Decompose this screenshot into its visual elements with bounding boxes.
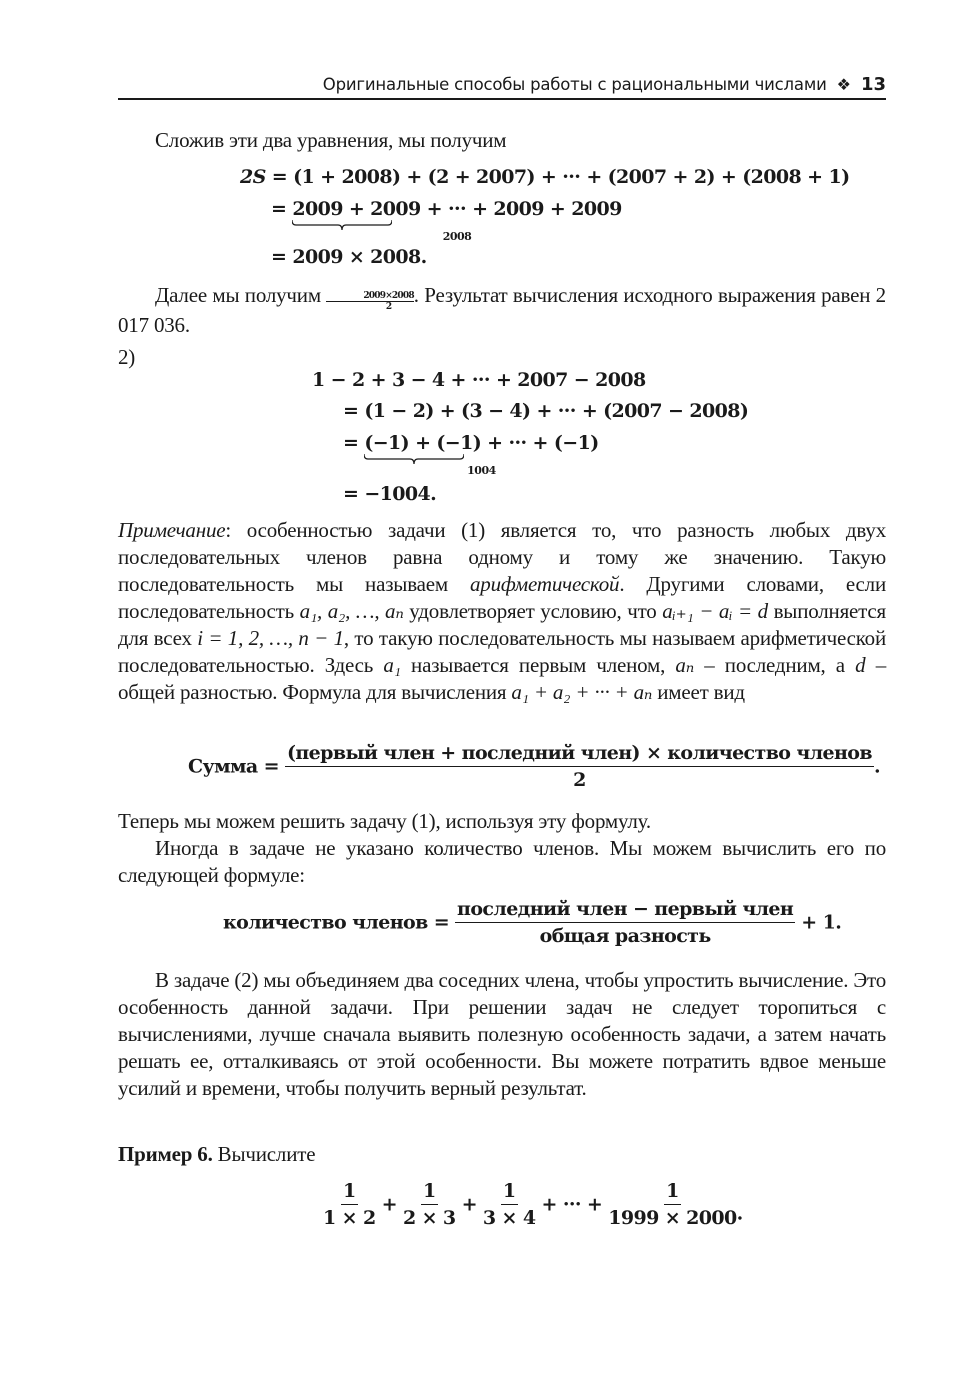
fraction-numerator: 1 [664, 1180, 681, 1205]
equation-line-2 [271, 198, 622, 243]
difference-expr: d [855, 653, 866, 677]
fraction-term [403, 1180, 456, 1229]
last-term-expr: aₙ [675, 653, 695, 677]
brace-count-label: 1004 [467, 464, 496, 477]
formula-lhs: количество членов = [223, 911, 450, 934]
paragraph-count-intro: Иногда в задаче не указано количество членов. Мы можем вычислить его по следующей формуле: [118, 836, 886, 887]
example-label: Пример 6. [118, 1142, 213, 1166]
sequence-expr: a₁, a₂, …, aₙ [299, 599, 404, 623]
formula-fraction [455, 898, 795, 947]
fraction-numerator: последний член − первый член [455, 898, 795, 923]
brace-count-label: 2008 [442, 230, 472, 243]
braced-expression: 2009 + 2009 + ··· + 2009 + 2009 [292, 198, 622, 220]
note-label: Примечание [118, 518, 226, 542]
plus-sign: + [461, 1193, 477, 1216]
note-paragraph [118, 517, 886, 706]
note-text: называется первым членом, [400, 653, 676, 677]
underbrace-icon [364, 454, 464, 464]
running-header [118, 70, 886, 100]
formula-fraction [285, 742, 874, 791]
running-title: Оригинальные способы работы с рациональными числами [322, 74, 827, 94]
underbrace-group [292, 198, 622, 243]
equation-rhs: = (1 + 2008) + (2 + 2007) + ··· + (2007 + 2) + (2008 + 1) [271, 166, 850, 188]
example-text: Вычислите [212, 1142, 316, 1166]
result-text-post: . Результат вычисления исходного выражения равен 2 017 036. [118, 283, 886, 337]
paragraph-after-sum: Теперь мы можем решить задачу (1), используя эту формулу. [118, 809, 651, 833]
plus-sign: + [381, 1193, 397, 1216]
formula-tail: + 1. [801, 911, 842, 934]
equation-lhs: 2S [240, 166, 266, 188]
note-text: – последним, а [694, 653, 856, 677]
first-term-expr: a₁ [383, 653, 401, 677]
fraction-denominator: 2 [385, 302, 392, 312]
equation2-line-2: = (1 − 2) + (3 − 4) + ··· + (2007 − 2008) [343, 400, 749, 422]
braced-expression: (−1) + (−1) + ··· + (−1) [364, 432, 599, 454]
condition-expr: aᵢ₊₁ − aᵢ = d [662, 599, 768, 623]
fraction-numerator: 1 [501, 1180, 518, 1205]
note-text: . Другими словами, если последовательность [118, 572, 886, 623]
note-text: – общей разностью. Формула для вычисления [118, 653, 887, 704]
equation-line-1 [240, 166, 849, 188]
equation-line-3: = 2009 × 2008. [271, 246, 427, 268]
note-text: выполняется для всех [118, 599, 886, 650]
note-term: арифметической [470, 572, 620, 596]
formula-lhs: Сумма = [188, 755, 279, 778]
fraction-term [323, 1180, 376, 1229]
example-heading [118, 1141, 886, 1168]
fraction-numerator: 1 [341, 1180, 358, 1205]
formula-tail: . [873, 755, 880, 778]
equation2-line-1: 1 − 2 + 3 − 4 + ··· + 2007 − 2008 [312, 369, 646, 391]
formula-tail: . [736, 1202, 743, 1225]
fraction-numerator: (первый член + последний член) × количество членов [285, 742, 874, 767]
note-text: имеет вид [652, 680, 745, 704]
note-text: : особенностью задачи (1) является то, что разность любых двух последовательных членов равна одному и тому же значению. Такую последовательность мы называем [118, 518, 886, 596]
fraction-term [483, 1180, 536, 1229]
result-text-pre: Далее мы получим [155, 283, 321, 307]
note-text: , то такую последовательность мы называем арифметической последовательностью. Здесь [118, 626, 887, 677]
equals-sign: = [271, 198, 287, 220]
sum-expr: a₁ + a₂ + ··· + aₙ [511, 680, 653, 704]
item-label-2: 2) [118, 345, 136, 369]
ellipsis-plus: + ··· + [541, 1193, 603, 1216]
example-expression [323, 1180, 743, 1229]
fraction-numerator: 1 [421, 1180, 438, 1205]
range-expr: i = 1, 2, …, n − 1 [197, 626, 344, 650]
sum-formula [188, 742, 880, 791]
equation2-line-4: = −1004. [343, 483, 437, 505]
inline-fraction [326, 291, 413, 312]
fraction-denominator: 1 × 2 [323, 1207, 376, 1229]
fraction-denominator: 2 × 3 [402, 1207, 456, 1229]
page-number: 13 [860, 73, 886, 95]
fraction-numerator: 2009×2008 [326, 291, 413, 302]
paragraph-task2: В задаче (2) мы объединяем два соседних члена, чтобы упростить вычисление. Это особенность данной задачи. При решении задач не следует торопиться с вычислениями, лучше сначала выявить полезную особенность задачи, а затем начать решать ее, отталкиваясь от этой особенности. Вы можете потратить вдвое меньше усилий и времени, чтобы получить верный результат. [118, 968, 886, 1100]
count-formula [223, 898, 841, 947]
paragraph-result [118, 282, 886, 339]
ornament-icon: ❖ [836, 74, 851, 94]
paragraph-intro: Сложив эти два уравнения, мы получим [155, 128, 507, 152]
note-text: удовлетворяет условию, что [403, 599, 663, 623]
underbrace-icon [292, 220, 392, 230]
fraction-denominator: общая разность [539, 925, 711, 947]
equation2-line-3 [343, 432, 599, 477]
fraction-denominator: 2 [573, 769, 586, 791]
fraction-term [608, 1180, 736, 1229]
fraction-denominator: 3 × 4 [482, 1207, 536, 1229]
fraction-denominator: 1999 × 2000 [608, 1207, 737, 1229]
equals-sign: = [343, 432, 359, 454]
underbrace-group [364, 432, 599, 477]
